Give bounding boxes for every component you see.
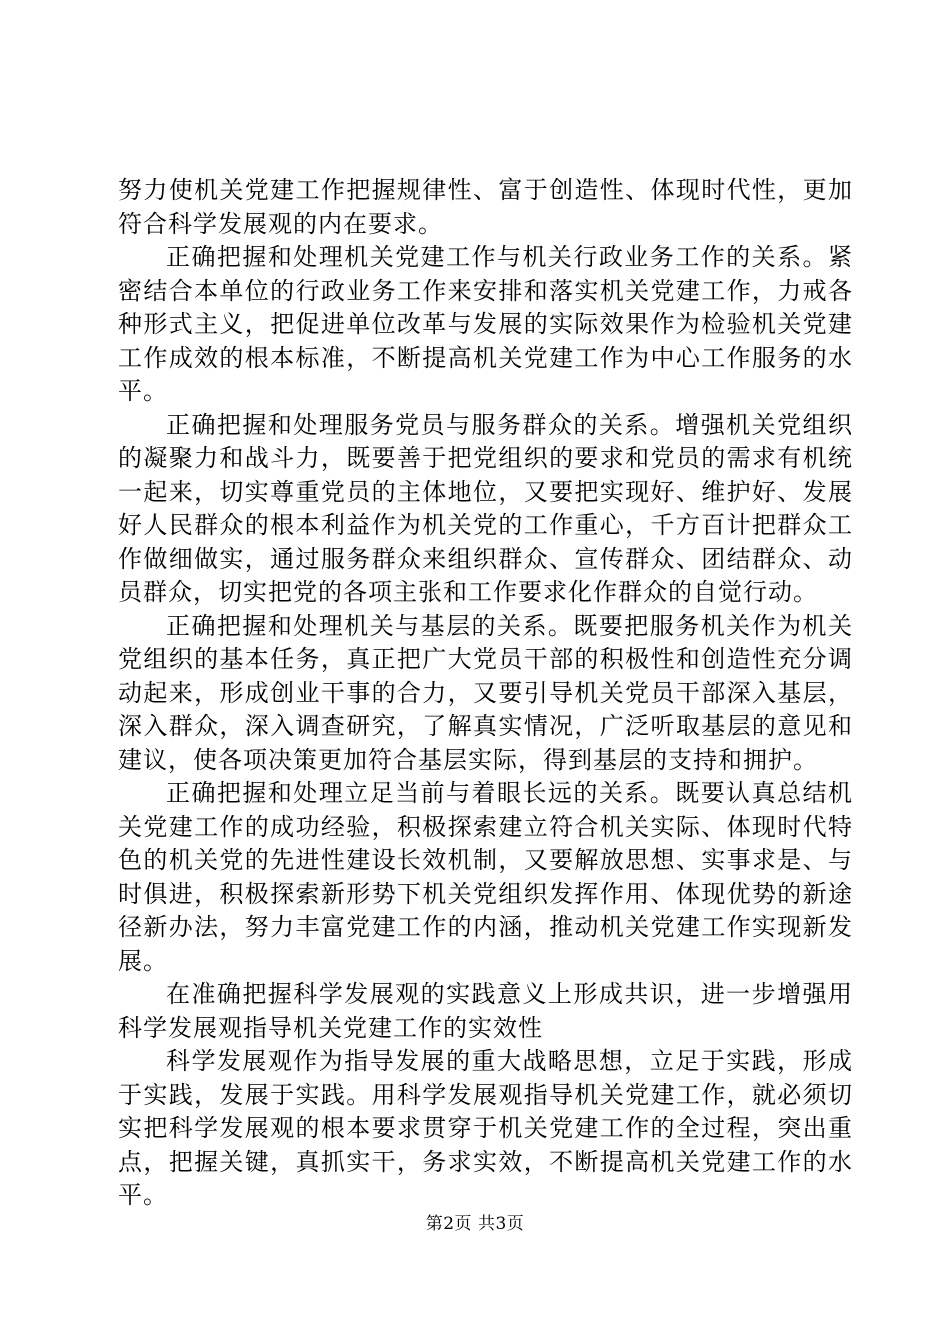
paragraph-present-longterm-relation: 正确把握和处理立足当前与着眼长远的关系。既要认真总结机关党建工作的成功经验，积极探索建立符合机关实际、体现时代特色的机关党的先进性建设长效机制，又要解放思想、实事求是、与时俱进，积极探索新形势下机关党组织发挥作用、体现优势的新途径新办法，努力丰富党建工作的内涵，推动机关党建工作实现新发展。 — [118, 779, 853, 975]
paragraph-continuation: 努力使机关党建工作把握规律性、富于创造性、体现时代性，更加符合科学发展观的内在要求。 — [118, 176, 853, 238]
page-footer — [0, 1213, 950, 1235]
paragraph-members-masses-relation: 正确把握和处理服务党员与服务群众的关系。增强机关党组织的凝聚力和战斗力，既要善于把党组织的要求和党员的需求有机统一起来，切实尊重党员的主体地位，又要把实现好、维护好、发展好人民群众的根本利益作为机关党的工作重心，千方百计把群众工作做细做实，通过服务群众来组织群众、宣传群众、团结群众、动员群众，切实把党的各项主张和工作要求化作群众的自觉行动。 — [118, 410, 853, 606]
paragraph-organ-grassroots-relation: 正确把握和处理机关与基层的关系。既要把服务机关作为机关党组织的基本任务，真正把广大党员干部的积极性和创造性充分调动起来，形成创业干事的合力，又要引导机关党员干部深入基层，深入群众，深入调查研究，了解真实情况，广泛听取基层的意见和建议，使各项决策更加符合基层实际，得到基层的支持和拥护。 — [118, 611, 853, 774]
paragraph-scientific-development: 科学发展观作为指导发展的重大战略思想，立足于实践，形成于实践，发展于实践。用科学发展观指导机关党建工作，就必须切实把科学发展观的根本要求贯穿于机关党建工作的全过程，突出重点，把握关键，真抓实干，务求实效，不断提高机关党建工作的水平。 — [118, 1047, 853, 1209]
document-body — [118, 174, 853, 1213]
paragraph-admin-business-relation: 正确把握和处理机关党建工作与机关行政业务工作的关系。紧密结合本单位的行政业务工作来安排和落实机关党建工作，力戒各种形式主义，把促进单位改革与发展的实际效果作为检验机关党建工作成效的根本标准，不断提高机关党建工作为中心工作服务的水平。 — [118, 243, 853, 405]
section-heading: 在准确把握科学发展观的实践意义上形成共识，进一步增强用科学发展观指导机关党建工作的实效性 — [118, 980, 853, 1042]
page-number: 第2页 共3页 — [425, 1214, 525, 1234]
